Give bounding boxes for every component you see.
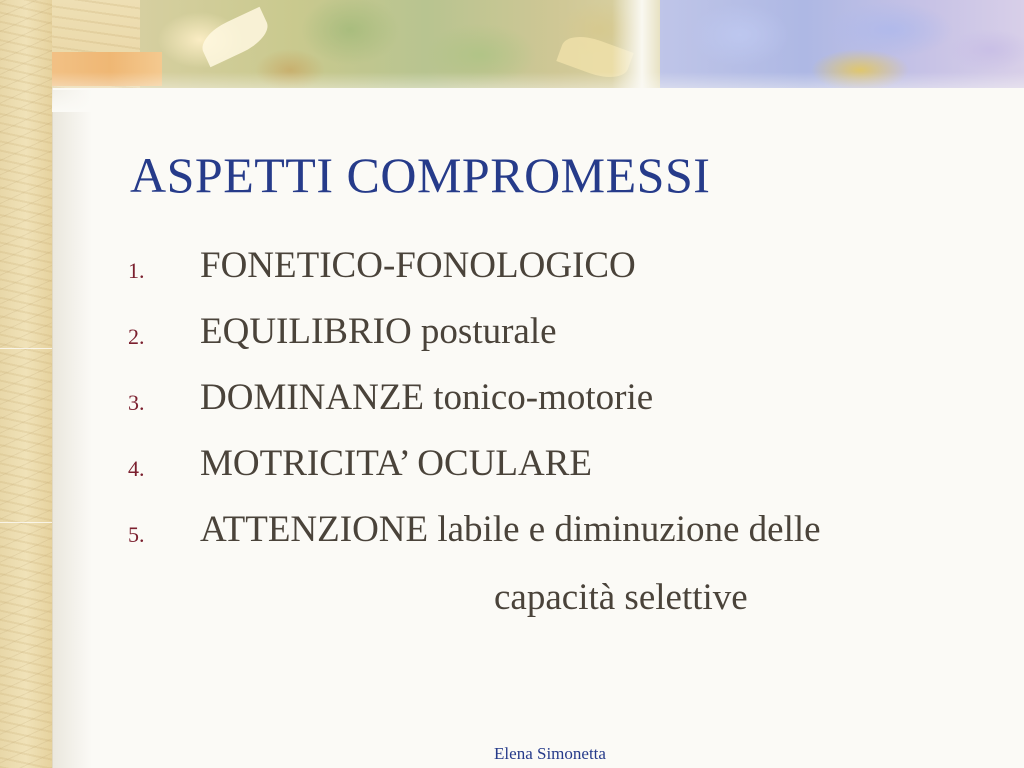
strip-shadow [52, 90, 92, 768]
leaf-shape [196, 7, 274, 67]
list-item-number: 5. [128, 522, 145, 547]
list-item [128, 442, 1008, 508]
numbered-list [128, 244, 1008, 574]
list-item-number: 2. [128, 324, 145, 349]
strip-seam [0, 348, 52, 349]
slide-title: ASPETTI COMPROMESSI [130, 147, 711, 203]
banner-fade [52, 72, 1024, 112]
list-item-text: DOMINANZE tonico-motorie [200, 377, 654, 418]
footer-author: Elena Simonetta [494, 744, 606, 763]
list-item [128, 508, 1008, 574]
list-item [128, 310, 1008, 376]
left-decorative-strip [0, 0, 53, 768]
list-item-text: ATTENZIONE labile e diminuzione delle [200, 509, 821, 550]
list-item [128, 376, 1008, 442]
list-item-text: MOTRICITA’ OCULARE [200, 443, 593, 484]
list-item-continuation: capacità selettive [494, 577, 748, 618]
strip-seam [0, 522, 52, 523]
list-item [128, 244, 1008, 310]
list-item-text: EQUILIBRIO posturale [200, 311, 557, 352]
list-item-text: FONETICO-FONOLOGICO [200, 245, 636, 286]
list-item-number: 3. [128, 390, 145, 415]
list-item-number: 4. [128, 456, 145, 481]
list-item-number: 1. [128, 258, 145, 283]
